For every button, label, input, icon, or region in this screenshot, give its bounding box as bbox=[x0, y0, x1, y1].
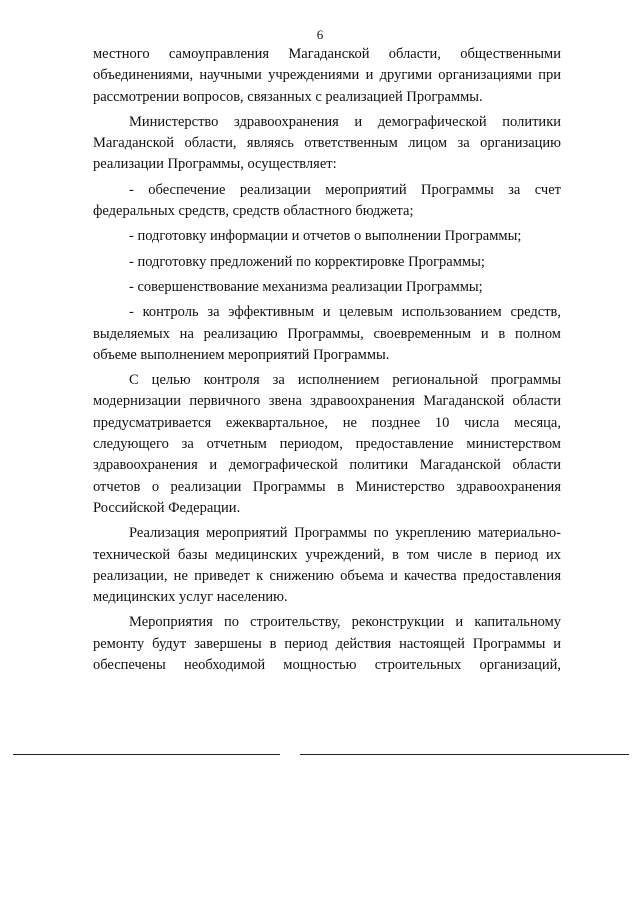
list-item-mechanism: - совершенствование механизма реализации Программы; bbox=[129, 278, 483, 295]
footer-divider-left bbox=[13, 754, 280, 755]
paragraph-continuation: местного самоуправления Магаданской области, общественными объединениями, научными учреждениями и другими организациями при рассмотрении вопросов, связанных с реализацией Программы. bbox=[93, 46, 561, 105]
document-body bbox=[93, 44, 561, 676]
paragraph-control-reporting: С целью контроля за исполнением региональной программы модернизации первичного звена здравоохранения Магаданской области предусматривается ежеквартальное, не позднее 10 числа месяца, следующего за отчетным периодом, предоставление министерством здравоохранения и демографической политики Магаданской области отчетов о реализации Программы в Министерство здравоохранения Российской Федерации. bbox=[93, 372, 561, 516]
paragraph-ministry-responsibility: Министерство здравоохранения и демографической политики Магаданской области, являясь ответственным лицом за организацию реализации Программы, осуществляет: bbox=[93, 113, 561, 173]
list-item-reports: - подготовку информации и отчетов о выполнении Программы; bbox=[129, 228, 522, 245]
paragraph-material-base: Реализация мероприятий Программы по укреплению материально-технической базы медицинских учреждений, в том числе в период их реализации, не приведет к снижению объема и качества предоставления медицинских услуг населению. bbox=[93, 525, 561, 606]
footer-divider-right bbox=[300, 754, 629, 755]
list-item-control: - контроль за эффективным и целевым использованием средств, выделяемых на реализацию Программы, своевременным и в полном объеме выполнением мероприятий Программы. bbox=[93, 304, 561, 363]
paragraph-construction: Мероприятия по строительству, реконструкции и капитальному ремонту будут завершены в период действия настоящей Программы и обеспечены необходимой мощностью строительных организаций, bbox=[93, 614, 561, 674]
list-item-federal-funds: - обеспечение реализации мероприятий Программы за счет федеральных средств, средств областного бюджета; bbox=[93, 181, 561, 220]
page-number: 6 bbox=[316, 27, 324, 42]
list-item-proposals: - подготовку предложений по корректировке Программы; bbox=[129, 253, 485, 270]
